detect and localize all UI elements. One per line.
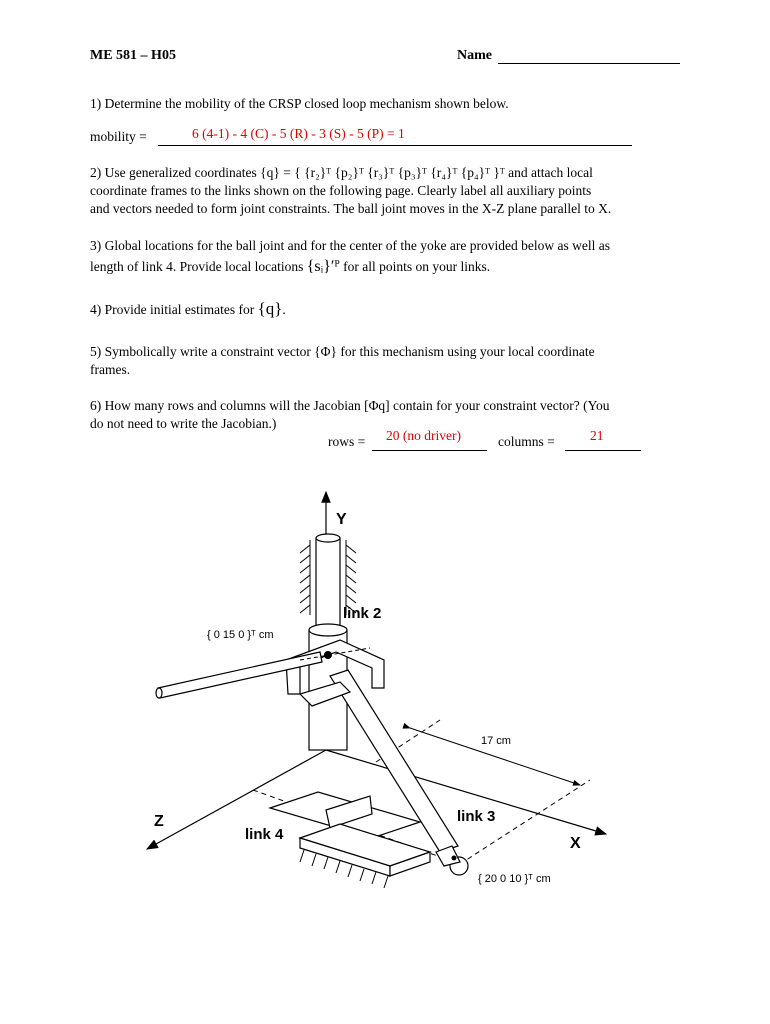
axis-y-label: Y — [336, 511, 347, 528]
local-location-symbol: {sᵢ}′ᴾ — [306, 258, 340, 275]
question-5-line-2: frames. — [90, 362, 131, 377]
mobility-answer-line — [158, 145, 632, 146]
rows-answer: 20 (no driver) — [386, 428, 461, 443]
columns-answer: 21 — [590, 428, 604, 443]
rows-answer-line — [372, 450, 487, 451]
question-3-text-a: length of link 4. Provide local locations — [90, 259, 307, 274]
question-4-text-b: . — [282, 302, 286, 317]
axis-x-label: X — [570, 835, 581, 852]
link-3-label: link 3 — [457, 808, 496, 825]
yoke-center-point — [324, 651, 332, 659]
question-4-text-a: 4) Provide initial estimates for — [90, 302, 258, 317]
columns-label: columns = — [498, 434, 555, 449]
question-2-line-2: coordinate frames to the links shown on the following page. Clearly label all auxiliary points — [90, 183, 592, 198]
length-label: 17 cm — [481, 735, 511, 747]
question-6-line-1: 6) How many rows and columns will the Jacobian [Φq] contain for your constraint vector? (You — [90, 398, 610, 413]
ball-coordinate-label: { 20 0 10 }ᵀ cm — [478, 873, 551, 885]
mobility-answer: 6 (4-1) - 4 (C) - 5 (R) - 3 (S) - 5 (P) = 1 — [192, 126, 405, 141]
link-2-label: link 2 — [343, 605, 382, 622]
q-symbol: {q} — [257, 299, 283, 318]
mobility-label: mobility = — [90, 129, 147, 144]
link-4-label: link 4 — [245, 826, 284, 843]
link-4-block — [270, 792, 430, 888]
course-title: ME 581 – H05 — [90, 48, 176, 63]
yoke-coordinate-label: { 0 15 0 }ᵀ cm — [207, 629, 274, 641]
crsp-mechanism-figure — [0, 480, 770, 920]
axis-z-label: Z — [154, 813, 164, 830]
question-3-line-2 — [90, 258, 490, 276]
question-5-line-1: 5) Symbolically write a constraint vector {Φ} for this mechanism using your local coordinate — [90, 344, 595, 359]
question-2-line-3: and vectors needed to form joint constraints. The ball joint moves in the X-Z plane parallel to X. — [90, 201, 612, 216]
question-4 — [90, 300, 286, 319]
question-2-line-1: 2) Use generalized coordinates {q} = { {r₂}ᵀ {p₂}ᵀ {r₃}ᵀ {p₃}ᵀ {r₄}ᵀ {p₄}ᵀ }ᵀ and attach local — [90, 165, 593, 180]
question-3-text-b: for all points on your links. — [339, 259, 491, 274]
name-label: Name — [457, 48, 492, 63]
question-3-line-1: 3) Global locations for the ball joint and for the center of the yoke are provided below as well as — [90, 238, 610, 253]
question-6-line-2: do not need to write the Jacobian.) — [90, 416, 277, 431]
columns-answer-line — [565, 450, 641, 451]
rows-label: rows = — [328, 434, 366, 449]
name-field-line — [498, 63, 680, 64]
question-1: 1) Determine the mobility of the CRSP closed loop mechanism shown below. — [90, 96, 509, 111]
